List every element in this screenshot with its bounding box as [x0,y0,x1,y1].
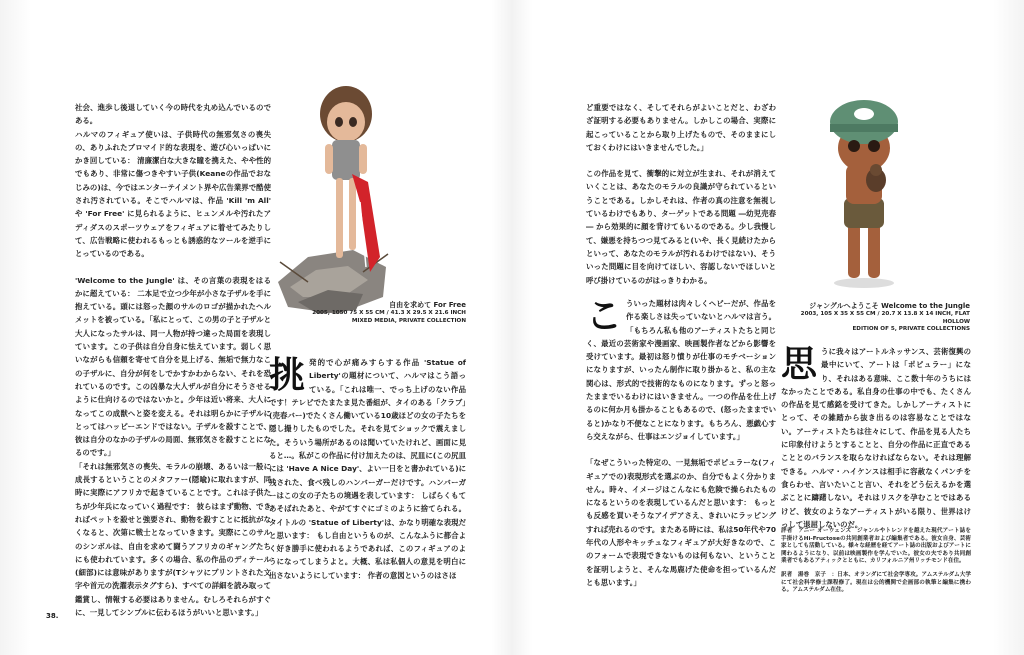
paragraph: この作品を見て、衝撃的に対立が生まれ、それが消えていくことは、あなたのモラルの良識が守られているということである。しかしそれは、作者の真の注意を無視しているわけでもあり、ターゲットである問題 ―幼児売春― から効果的に顔を背けてもいるのである。少し我慢して、嫌悪を持ちつつ見てみると(いや、長く見続けたからといって、あなたのモラルが汚れるわけではない)、そういった問題に目を向けてほしい、容認しないでほしいと呼び掛けているのがはっきりわかる。 [586,169,776,285]
right-column-2 [781,345,971,531]
paragraph: ういった題材は肉々しくヘビーだが、作品を作る楽しさは失っていないとハルマは言う。「もちろん私も他のアーティストたちと同じく、最近の芸術家や漫画家、映画製作者などから影響を受けています。最初は怒り憤りが仕事のモチベーションになりますが、いったん制作に取り掛かると、私の主な関心は、形式的で技術的なものになります。ずっと怒ったままでいるわけにはいきません。一つの作品を仕上げるのに何か月も掛かることもあるので、(怒ったままでいると)かなり不便なことになります。もちろん、悪戯心すら交えながら、仕事はエンジョイしています。」 [586,299,776,441]
paragraph: 「それは無邪気さの喪失、モラルの崩壊、あるいは一般に成長するということのメタファー(隠喩)に取れますが、同時に実際にアフリカで起きていることです。これは子供たちが少年兵になっていく過程です： 彼らはまず動物、できればペットを殺せと強要され、動物を殺すことに抵抗がなくなると、次第に戦士となっていきます。実際にこのサルのシンボルは、自由を求めて闘うアフリカのギャングたちにも使われています。多くの場合、私の作品のディテール(細部)には意味がありますが(Tシャツにプリントされた文字や首元の洗濯表示タグすら)、すべての詳細を読み取って鑑賞し、情報する必要はありません。むしろそれらがすぐに、一見してシンプルに伝わるほうがいいと思います。」 [75,461,271,617]
left-column-2 [269,356,466,582]
figure-caption-for-free [300,300,466,325]
figure-welcome-to-the-jungle-image [818,98,910,290]
caption-details: MIXED MEDIA, PRIVATE COLLECTION [351,317,466,324]
drop-cap: こ [586,296,623,337]
paragraph: うに我々はアートルネッサンス、芸術復興の最中にいて、アートは「ポピュラー」になり、それはある意味、ここ数十年のうちにはなかったことである。私自身の仕事の中でも、たくさんの作品を見て感銘を受けてきた。しかしアーティストにとって、その雑踏から抜き出るのは容易なことではない。アーティストたちは往々にして、作品を見る人たちに印象付けようとすることと、自分の作品に正直であることとのバランスを取らなければならない。それは理解できる。ハルマ・ハイケンスは相手に容赦なくパンチを食らわせ、言いたいこと言い、それをどう伝えるかを選ぶことに躊躇しない。それはリスクを孕むことではあるけど、彼女のようなアーティストがいる限り、世界はけっして退屈しないのだ。 [781,347,971,529]
caption-details: EDITION OF 5, PRIVATE COLLECTIONS [852,326,970,332]
caption-details: 2003, 105 X 35 X 55 CM / 20.7 X 13.8 X 14 INCH, FLAT HOLLOW [800,311,970,325]
author-translator-notes [781,528,971,601]
caption-title: 自由を求めて For Free [389,301,466,309]
paragraph: 'Welcome to the Jungle' は、その言葉の表現をはるかに超えている： 二本足で立つ少年が小さな子ザルを手に抱えている。頭には怒った顔のサルのロゴが描かれたヘルメットを被っている。「私にとって、この男の子と子ザルと大人になったサルは、同一人物が持つ違った局面を表現しています。この子供は自分自身に怯えています。弱しく思いながらも信頼を寄せて自分を見上げる、無垢で無力なこの子ザルに、自分が何をしでかすかわからない、それを恐れているのです。この凶暴な大人ザルが自分にそうさせるように仕向けるのではないかと。少年は近い将来、大人になってこの成獣へと姿を変える。それは明らかに子ザルにとってはハッピーエンドではない。子ザルを殺すことで、彼は自分のなかの子ザルの局面、無邪気さを殺すことになるのです。」 [75,275,271,458]
page-number: 38. [46,612,59,620]
paragraph: 「なぜこういった特定の、一見無垢でポピュラーな(フィギュアでの)表現形式を選ぶのか、自分でもよく分かりません。時々、イメージはこんなにも危険で操られたものになるというのを表現しているんだと思います： もっとも反感を買いそうなアイデアさえ、きれいにラッピングすれば売れるのです。またある時には、私は50年代や70年代の人形やキッチュなフィギュアが大好きなので、このフォームで表現できないものは何もない、ということを証明しようと、そんな馬鹿げた使命を担っているんだとも思います。」 [586,458,776,587]
paragraph: 社会、進歩し後退していく今の時代を丸め込んでいるのである。 [75,103,271,126]
caption-title: ジャングルへようこそ Welcome to the Jungle [809,302,970,310]
figure-for-free-image [268,82,398,322]
drop-cap: 思 [781,344,818,385]
right-column-1 [586,101,776,287]
paragraph: 発的で心が痛みすらする作品 'Statue of Liberty'の題材について、ハルマはこう語っている。「これは唯一、でっち上げのない作品です！テレビでたまたま見た番組が、タイのある「クラブ」(売春バー)でたくさん働いている10歳ほどの女の子たちを隠し撮りしたものでした。それを見てショックで震えました。そういう場所があるのは聞いていたけれど、画面に見ると…。私がこの作品に付け加えたのは、尻皿に(この尻皿には 'Have A Nice Day'、よい一日をと書かれている)に残された、食べ残しのハンバーガーだけです。ハンバーガーはこの女の子たちの境遇を表しています： しばらくもてあそばれたあと、やがてすぐにゴミのように捨てられる。タイトルの 'Statue of Liberty'は、かなり明確な表現だと思います： もし自由というものが、こんなふうに都合よく好き勝手に使われるようであれば、このフィギュアのようになってしまうよと。大概、私は私個人の意見を明白に出さないようにしています： 作者の意図というのはさほ [269,358,466,580]
figure-caption-welcome-to-the-jungle [780,301,970,334]
drop-cap: 挑 [269,355,306,396]
caption-details: 2005, 1050 75 X 55 CM / 41.3 X 29.5 X 21.6 INCH [312,310,466,316]
author-note: 評者 アニー オーウェンズ ジャンルやトレンドを越えた現代アート誌を手掛けるHi-Fructoseの共同創業者および編集者である。彼女自身、芸術家としても活動している。様々な経歴を経てアート誌の出版およびアートに関わるようになり、以前は映画製作を学んでいた。彼女の夫であり共同創業者でもあるアティックとともに、カリフォルニア州リッチモンド在住。 [781,528,971,565]
paragraph: ハルマのフィギュア使いは、子供時代の無邪気さの喪失の、ありふれたブロマイド的な表現を、遊び心いっぱいにかき回している： 清廉潔白な大きな瞳を携えた、やや性的でもあり、非常に傷つきやすい子供(Keaneの作品でおなじみの)は、今ではエンターテイメント界や広告業界で酷使され汚されている。そこでハルマは、作品 'Kill 'm All' や 'For Free' に見られるように、ヒュンメルや汚れたアディダスのスポーツウェアをフィギュアに着せてみたりして、広告戦略に使われるもっとも誘惑的なツールを逆手にとっているのである。 [75,129,271,259]
paragraph: ど重要ではなく、そしてそれらがよいことだと、わざわざ証明する必要もありません。しかしこの場合、実際に起こっていることから取り上げたもので、そのままにしておくわけにはいきませんでした。」 [586,103,776,152]
left-column-1 [75,101,271,619]
right-column-1b [586,297,776,589]
translator-note: 訳者 湯巻 京子 ：日本、オランダにて社会学専攻。アムステルダム大学にて社会科学修士課程修了。現在は公的機関で企画部の執筆と編集に携わる。アムステルダム在住。 [781,571,971,594]
